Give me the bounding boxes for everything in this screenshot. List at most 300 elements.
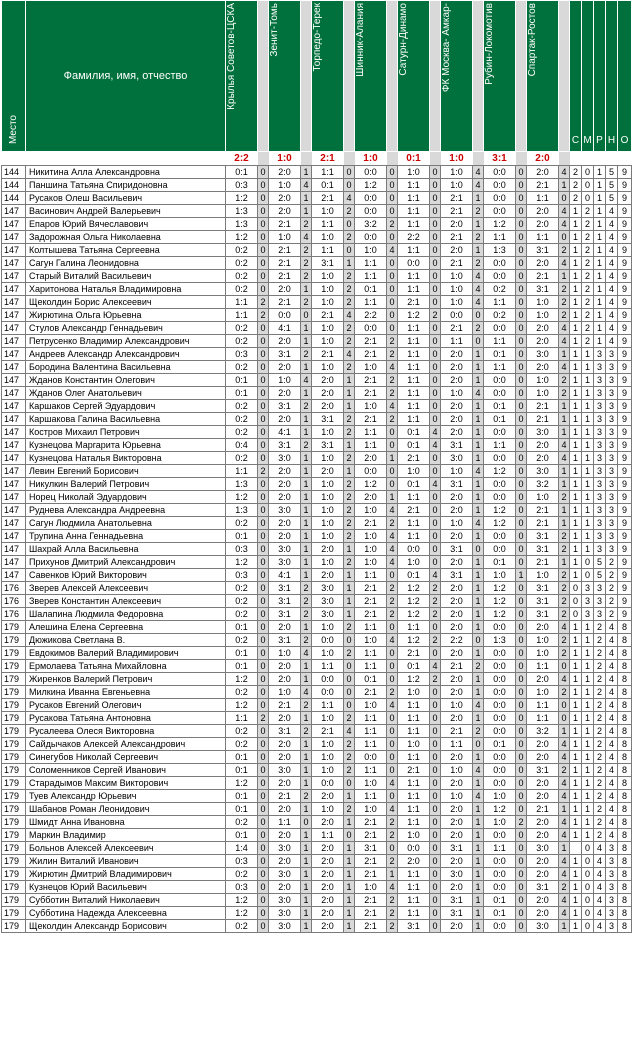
prediction-cell: 3:0 [269,907,301,920]
prediction-cell: 1:0 [269,231,301,244]
prediction-cell: 1:1 [355,647,387,660]
stat-cell: 3 [606,504,618,517]
stat-header-o: О [618,1,632,152]
prediction-cell: 3:1 [312,413,344,426]
name-cell: Паншина Татьяна Спиридоновна [26,179,226,192]
table-row [2,582,632,595]
points-cell: 2 [559,543,570,556]
points-cell: 1 [344,257,355,270]
points-cell: 1 [301,426,312,439]
prediction-cell: 2:0 [527,205,559,218]
points-cell: 2 [301,348,312,361]
points-cell: 1 [387,452,398,465]
stat-cell: 4 [606,660,618,673]
points-cell: 4 [559,166,570,179]
stat-cell: 9 [618,309,632,322]
stat-cell: 1 [570,790,582,803]
prediction-cell: 3:0 [441,868,473,881]
points-cell: 0 [258,517,269,530]
points-cell: 2 [301,270,312,283]
prediction-cell: 1:0 [312,283,344,296]
prediction-cell: 0:1 [226,790,258,803]
points-cell: 4 [387,504,398,517]
points-cell: 0 [258,569,269,582]
stat-cell: 1 [570,387,582,400]
name-cell: Евдокимов Валерий Владимирович [26,647,226,660]
table-row [2,725,632,738]
points-cell: 2 [344,335,355,348]
prediction-cell: 2:1 [398,452,430,465]
stat-cell: 4 [606,803,618,816]
points-cell: 2 [387,387,398,400]
points-cell: 4 [301,231,312,244]
stat-cell: 1 [582,361,594,374]
points-cell: 0 [430,231,441,244]
stat-cell: 9 [618,582,632,595]
prediction-cell: 1:0 [312,205,344,218]
prediction-cell: 3:0 [527,920,559,933]
points-cell: 1 [559,465,570,478]
points-cell: 0 [387,283,398,296]
prediction-cell: 1:1 [484,361,516,374]
prediction-cell: 2:0 [527,166,559,179]
stat-cell: 9 [618,426,632,439]
name-cell: Кузнецова Наталья Викторовна [26,452,226,465]
points-cell: 1 [344,894,355,907]
prediction-cell: 2:0 [441,413,473,426]
name-cell: Харитонова Наталья Владимировна [26,283,226,296]
points-cell: 0 [473,738,484,751]
stat-cell: 1 [594,179,606,192]
place-cell: 179 [2,816,26,829]
table-row [2,166,632,179]
stat-cell: 1 [570,322,582,335]
prediction-cell: 1:0 [527,387,559,400]
prediction-cell: 3:1 [527,543,559,556]
table-row [2,881,632,894]
points-cell: 1 [344,855,355,868]
stat-cell: 1 [582,764,594,777]
place-cell: 179 [2,881,26,894]
name-cell: Норец Николай Эдуардович [26,491,226,504]
stat-cell: 4 [606,244,618,257]
points-cell: 0 [516,842,527,855]
name-cell: Алешина Елена Сергеевна [26,621,226,634]
stat-cell: 1 [570,413,582,426]
prediction-cell: 3:1 [527,881,559,894]
points-cell: 0 [516,205,527,218]
prediction-cell: 2:0 [441,803,473,816]
table-row [2,244,632,257]
place-cell: 179 [2,868,26,881]
prediction-cell: 2:0 [312,868,344,881]
place-header: Место [2,1,26,152]
prediction-cell: 0:0 [484,205,516,218]
place-cell: 147 [2,400,26,413]
table-row [2,595,632,608]
points-cell: 1 [473,647,484,660]
points-cell: 1 [344,595,355,608]
prediction-cell: 0:1 [484,738,516,751]
points-cell: 0 [516,296,527,309]
prediction-cell: 1:0 [269,647,301,660]
name-cell: Колтышева Татьяна Сергеевна [26,244,226,257]
points-cell: 1 [473,530,484,543]
stat-cell: 2 [594,647,606,660]
stat-cell: 4 [606,647,618,660]
prediction-cell: 0:0 [484,725,516,738]
stat-cell: 3 [594,452,606,465]
stat-cell: 3 [594,530,606,543]
prediction-cell: 1:1 [398,712,430,725]
points-cell: 0 [430,777,441,790]
prediction-cell: 3:1 [527,582,559,595]
points-cell: 1 [473,361,484,374]
prediction-cell: 1:0 [312,361,344,374]
points-cell: 2 [344,231,355,244]
prediction-cell: 3:0 [312,582,344,595]
points-cell: 2 [301,257,312,270]
prediction-cell: 3:0 [269,868,301,881]
stat-cell: 0 [582,166,594,179]
points-cell: 1 [301,855,312,868]
stat-cell: 1 [570,569,582,582]
points-cell: 2 [387,335,398,348]
prediction-cell: 1:1 [398,361,430,374]
place-cell: 147 [2,413,26,426]
prediction-cell: 1:0 [398,829,430,842]
prediction-cell: 1:1 [398,751,430,764]
points-cell: 0 [430,400,441,413]
prediction-cell: 0:0 [484,322,516,335]
name-cell: Кузнецова Маргарита Юрьевна [26,439,226,452]
prediction-cell: 1:0 [312,478,344,491]
place-cell: 176 [2,595,26,608]
stat-cell: 8 [618,699,632,712]
prediction-cell: 2:1 [312,725,344,738]
stat-cell: 2 [606,608,618,621]
points-cell: 0 [387,166,398,179]
stat-cell: 0 [570,608,582,621]
prediction-cell: 0:1 [226,751,258,764]
stat-cell: 9 [618,296,632,309]
points-cell: 0 [430,764,441,777]
prediction-cell: 1:2 [226,556,258,569]
points-cell: 0 [516,283,527,296]
prediction-cell: 1:2 [398,608,430,621]
points-cell: 2 [344,270,355,283]
points-cell: 1 [301,530,312,543]
points-cell: 0 [258,595,269,608]
stat-cell: 2 [582,296,594,309]
prediction-cell: 2:0 [269,335,301,348]
stat-cell: 1 [594,205,606,218]
points-cell: 4 [559,894,570,907]
points-cell: 0 [344,777,355,790]
prediction-cell: 0:1 [484,556,516,569]
points-cell: 0 [344,634,355,647]
stat-cell: 9 [618,387,632,400]
points-cell: 0 [516,582,527,595]
prediction-cell: 2:1 [269,699,301,712]
stat-cell: 1 [582,751,594,764]
points-cell: 2 [559,296,570,309]
prediction-cell: 2:1 [355,348,387,361]
prediction-cell: 2:0 [441,673,473,686]
prediction-cell: 2:0 [269,712,301,725]
points-cell: 1 [344,374,355,387]
points-cell: 1 [301,491,312,504]
points-cell: 4 [387,881,398,894]
points-cell: 0 [430,452,441,465]
points-cell: 0 [516,257,527,270]
prediction-cell: 1:1 [398,621,430,634]
stat-cell: 4 [594,920,606,933]
table-row [2,283,632,296]
points-cell: 1 [473,855,484,868]
points-cell: 2 [387,829,398,842]
points-cell: 2 [430,582,441,595]
stat-cell: 4 [606,621,618,634]
stat-cell: 1 [582,699,594,712]
points-cell: 0 [473,309,484,322]
stat-cell: 3 [594,608,606,621]
points-cell: 0 [258,673,269,686]
name-cell: Русаков Олеш Васильевич [26,192,226,205]
name-cell: Дюжикова Светлана В. [26,634,226,647]
stat-cell: 1 [570,907,582,920]
points-cell: 4 [559,790,570,803]
prediction-cell: 1:0 [398,556,430,569]
stat-cell: 4 [606,699,618,712]
stat-cell: 3 [606,881,618,894]
prediction-cell: 1:1 [441,738,473,751]
stat-cell: 1 [570,543,582,556]
prediction-cell: 3:1 [441,543,473,556]
points-cell: 0 [387,465,398,478]
prediction-cell: 2:1 [398,296,430,309]
points-cell: 2 [387,413,398,426]
points-cell: 2 [301,582,312,595]
stat-cell: 1 [594,231,606,244]
points-cell: 1 [301,673,312,686]
prediction-cell: 0:0 [484,192,516,205]
table-row [2,803,632,816]
prediction-cell: 0:3 [226,569,258,582]
points-cell: 1 [473,777,484,790]
stat-cell: 2 [594,816,606,829]
prediction-cell: 0:0 [484,166,516,179]
points-cell: 4 [559,777,570,790]
stat-cell: 4 [606,270,618,283]
table-row [2,634,632,647]
match-result-2: 1:0 [269,152,301,166]
stat-cell: 0 [582,868,594,881]
points-cell: 2 [344,491,355,504]
points-cell: 2 [344,283,355,296]
stat-cell: 8 [618,738,632,751]
points-cell: 2 [430,608,441,621]
predictions-table [1,0,632,933]
prediction-cell: 0:0 [484,881,516,894]
stat-cell: 3 [594,426,606,439]
prediction-cell: 0:1 [398,660,430,673]
prediction-cell: 2:1 [269,296,301,309]
points-cell: 4 [344,348,355,361]
prediction-cell: 2:0 [312,387,344,400]
prediction-cell: 1:1 [527,660,559,673]
points-cell: 4 [473,699,484,712]
table-row [2,621,632,634]
prediction-cell: 3:0 [269,894,301,907]
stat-cell: 0 [582,179,594,192]
points-cell: 4 [559,816,570,829]
place-cell: 179 [2,699,26,712]
points-cell: 0 [430,881,441,894]
prediction-cell: 0:2 [226,738,258,751]
points-cell: 0 [516,270,527,283]
prediction-cell: 2:0 [527,322,559,335]
prediction-cell: 3:0 [441,452,473,465]
stat-cell: 4 [606,829,618,842]
prediction-cell: 1:0 [441,387,473,400]
prediction-cell: 1:0 [312,504,344,517]
points-cell: 0 [387,621,398,634]
stat-cell: 4 [606,309,618,322]
stat-cell: 3 [594,595,606,608]
points-cell: 2 [473,322,484,335]
prediction-cell: 0:0 [484,452,516,465]
prediction-cell: 0:3 [226,348,258,361]
points-cell: 4 [344,725,355,738]
place-cell: 147 [2,543,26,556]
points-cell: 4 [473,517,484,530]
stat-cell: 2 [582,270,594,283]
stat-cell: 1 [570,452,582,465]
table-row [2,491,632,504]
place-cell: 147 [2,348,26,361]
prediction-cell: 1:1 [398,790,430,803]
prediction-cell: 1:2 [484,595,516,608]
points-cell: 0 [258,205,269,218]
points-cell: 0 [516,218,527,231]
points-cell: 0 [387,205,398,218]
stat-cell: 1 [594,335,606,348]
prediction-cell: 2:0 [312,855,344,868]
prediction-cell: 1:0 [312,621,344,634]
points-cell: 0 [387,647,398,660]
prediction-cell: 2:1 [527,504,559,517]
points-cell: 2 [344,738,355,751]
points-cell: 2 [559,283,570,296]
prediction-cell: 0:2 [226,920,258,933]
name-cell: Маркин Владимир [26,829,226,842]
points-cell: 0 [516,322,527,335]
prediction-cell: 2:1 [355,894,387,907]
place-cell: 147 [2,231,26,244]
stat-cell: 9 [618,517,632,530]
stat-cell: 2 [594,764,606,777]
prediction-cell: 1:1 [398,517,430,530]
points-cell: 0 [430,842,441,855]
points-cell: 4 [559,218,570,231]
stat-cell: 8 [618,686,632,699]
points-cell: 0 [516,608,527,621]
points-cell: 0 [258,881,269,894]
prediction-cell: 1:0 [398,166,430,179]
prediction-cell: 2:0 [355,491,387,504]
prediction-cell: 3:1 [527,608,559,621]
prediction-cell: 0:3 [226,855,258,868]
points-cell: 2 [344,556,355,569]
stat-cell: 1 [582,374,594,387]
points-cell: 1 [344,569,355,582]
prediction-cell: 1:0 [355,634,387,647]
points-cell: 0 [430,621,441,634]
stat-cell: 1 [570,478,582,491]
prediction-cell: 1:1 [527,699,559,712]
place-cell: 179 [2,790,26,803]
place-cell: 179 [2,777,26,790]
stat-cell: 3 [606,868,618,881]
stat-cell: 1 [570,712,582,725]
stat-cell: 2 [570,179,582,192]
points-cell: 1 [473,413,484,426]
points-cell: 0 [430,647,441,660]
name-cell: Епаров Юрий Вячеславович [26,218,226,231]
stat-cell: 1 [570,400,582,413]
prediction-cell: 1:0 [527,647,559,660]
points-cell: 0 [344,660,355,673]
table-row [2,894,632,907]
stat-cell: 3 [606,439,618,452]
points-cell: 0 [258,738,269,751]
place-cell: 179 [2,764,26,777]
stat-cell: 1 [570,244,582,257]
prediction-cell: 1:2 [355,179,387,192]
stat-cell: 4 [606,673,618,686]
stat-cell: 1 [582,426,594,439]
prediction-cell: 1:1 [355,426,387,439]
prediction-cell: 2:0 [527,868,559,881]
stat-cell: 1 [594,283,606,296]
prediction-cell: 1:1 [226,296,258,309]
stat-cell: 8 [618,842,632,855]
points-cell: 0 [258,621,269,634]
prediction-cell: 1:1 [355,621,387,634]
points-cell: 1 [301,881,312,894]
points-cell: 0 [430,244,441,257]
points-cell: 1 [473,621,484,634]
prediction-cell: 2:0 [312,790,344,803]
stat-cell: 2 [594,829,606,842]
prediction-cell: 2:0 [269,881,301,894]
table-row [2,426,632,439]
points-cell: 0 [516,855,527,868]
prediction-cell: 2:1 [355,413,387,426]
table-row [2,374,632,387]
stat-cell: 4 [606,816,618,829]
points-cell: 1 [301,322,312,335]
stat-cell: 1 [582,738,594,751]
prediction-cell: 1:2 [484,504,516,517]
prediction-cell: 1:0 [312,231,344,244]
points-cell: 0 [258,647,269,660]
points-cell: 4 [559,621,570,634]
stat-cell: 8 [618,777,632,790]
stat-cell: 9 [618,361,632,374]
prediction-cell: 0:2 [226,270,258,283]
